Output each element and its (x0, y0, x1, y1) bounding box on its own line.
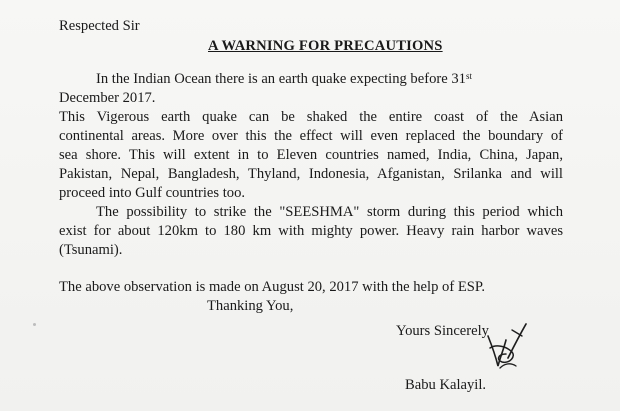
paragraph-2-line-3: sea shore. This will extent in to Eleven countries named, India, China, Japan, (59, 147, 563, 163)
paragraph-1-line-1 (96, 70, 472, 89)
paper-speck (33, 323, 36, 326)
ordinal-suffix: st (465, 71, 472, 81)
paragraph-1-line-1-text: In the Indian Ocean there is an earth quake expecting before 31 (96, 71, 466, 87)
paragraph-3-line-2: exist for about 120km to 180 km with mighty power. Heavy rain harbor waves (59, 223, 563, 239)
paragraph-3-line-1: The possibility to strike the "SEESHMA" storm during this period which (96, 204, 563, 220)
handwritten-signature (482, 318, 532, 378)
paragraph-2-line-5: proceed into Gulf countries too. (59, 185, 246, 201)
paragraph-3-line-3: (Tsunami). (59, 242, 123, 258)
paragraph-2-line-1: This Vigerous earth quake can be shaked the entire coast of the Asian (59, 109, 563, 125)
closing-line: Yours Sincerely (396, 323, 489, 339)
paragraph-2-line-2: continental areas. More over this the effect will even replaced the boundary of (59, 128, 563, 144)
paragraph-1-line-2: December 2017. (59, 90, 156, 106)
thanking-line: Thanking You, (207, 298, 294, 314)
signer-name: Babu Kalayil. (405, 377, 487, 393)
letter-heading: A WARNING FOR PRECAUTIONS (208, 38, 443, 54)
observation-line: The above observation is made on August 20, 2017 with the help of ESP. (59, 279, 486, 295)
paragraph-2-line-4: Pakistan, Nepal, Bangladesh, Thyland, Indonesia, Afganistan, Srilanka and will (59, 166, 563, 182)
salutation: Respected Sir (59, 18, 140, 34)
